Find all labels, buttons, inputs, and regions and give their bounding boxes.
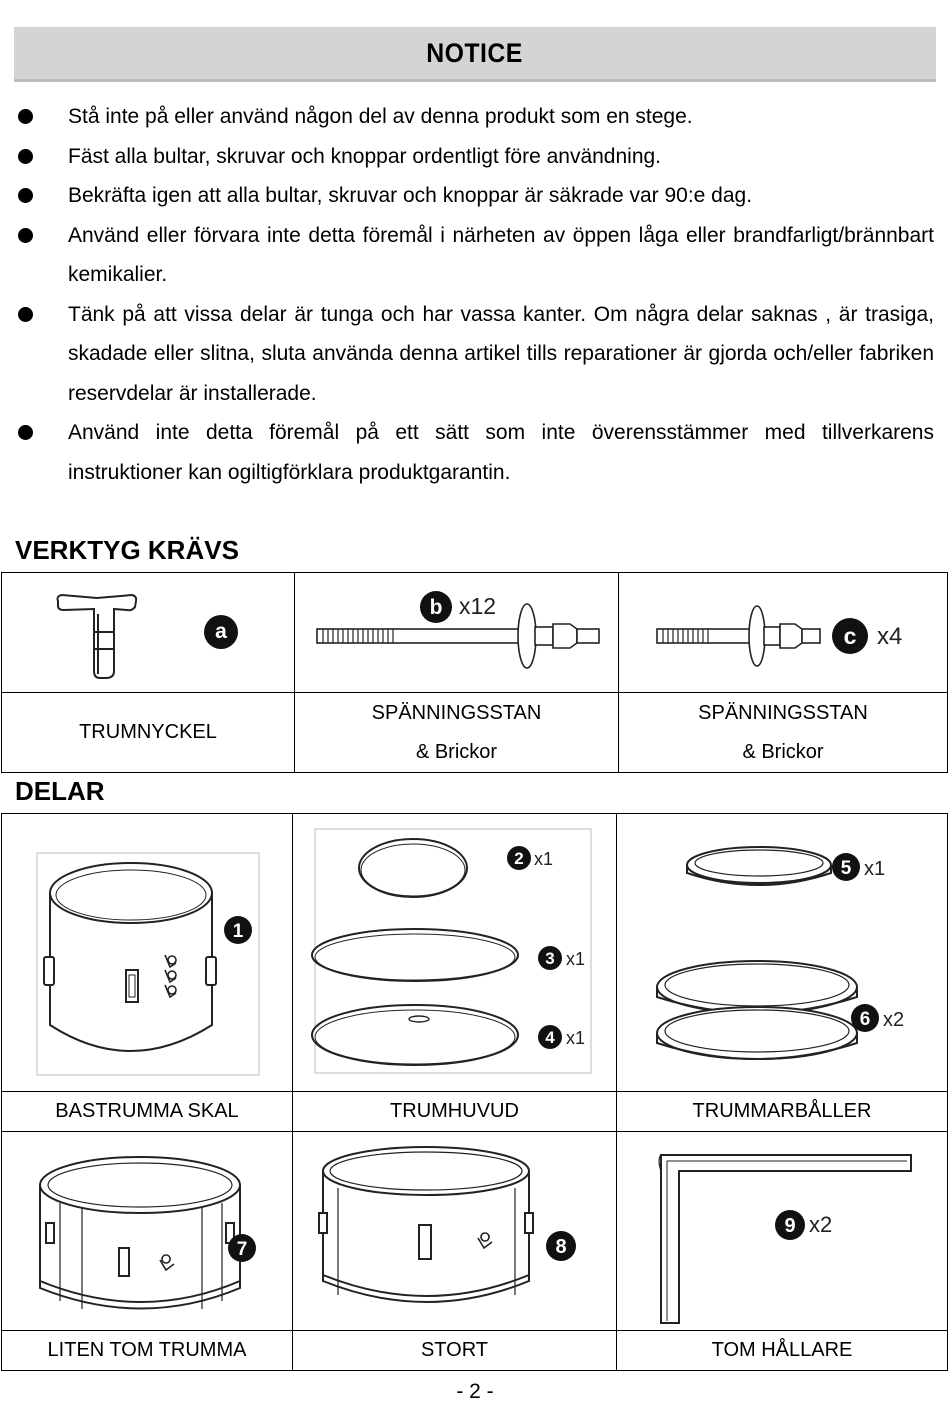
part-9-qty: x2 xyxy=(809,1211,833,1237)
tool-a-badge xyxy=(204,615,238,649)
bullet-icon xyxy=(18,425,33,440)
bullet-icon xyxy=(18,109,33,124)
part-5-badge xyxy=(832,853,860,881)
part-7-number: 7 xyxy=(236,1238,248,1260)
part-2-number: 2 xyxy=(514,848,524,868)
part-4-qty: x1 xyxy=(566,1027,586,1048)
notice-item xyxy=(18,216,934,295)
part-6-qty: x2 xyxy=(883,1008,905,1031)
notice-item xyxy=(18,176,934,216)
bullet-icon xyxy=(18,188,33,203)
part-8-label: STORT xyxy=(293,1331,617,1371)
notice-item xyxy=(18,295,934,414)
notice-item-text: Använd inte detta föremål på ett sätt som inte överensstämmer med tillverkarens instruktioner kan ogiltigförklara produktgarantin. xyxy=(68,421,934,484)
part-6-badge xyxy=(851,1004,879,1032)
bullet-icon xyxy=(18,149,33,164)
notice-item-text: Tänk på att vissa delar är tunga och har vassa kanter. Om några delar saknas , är trasiga, skadade eller slitna, sluta använda denna artikel tills reparationer är gjorda och/eller fabriken reservdelar är installerade. xyxy=(68,302,934,405)
notice-title: NOTICE xyxy=(426,37,524,68)
part-1-label: BASTRUMMA SKAL xyxy=(2,1092,293,1132)
tool-a-id: a xyxy=(215,619,227,643)
notice-item-text: Bekräfta igen att alla bultar, skruvar och knoppar är säkrade var 90:e dag. xyxy=(68,184,753,207)
tool-c-label-line2: & Brickor xyxy=(742,740,824,763)
part-6-number: 6 xyxy=(859,1008,871,1030)
part-2-4-label: TRUMHUVUD xyxy=(293,1092,617,1132)
part-3-badge xyxy=(538,946,562,970)
tool-c-id: c xyxy=(843,622,857,649)
tool-c-label-line1: SPÄNNINGSSTAN xyxy=(698,701,868,724)
tool-c-badge xyxy=(832,618,868,654)
part-8-number: 8 xyxy=(555,1235,567,1258)
tension-rod-icon xyxy=(295,574,617,692)
tools-table xyxy=(1,572,948,773)
part-3-qty: x1 xyxy=(566,948,586,969)
part-8-badge xyxy=(546,1231,576,1261)
tool-a-label xyxy=(2,693,295,773)
tool-c-label xyxy=(619,693,948,773)
part-2-qty: x1 xyxy=(534,848,554,869)
drum-heads-icon xyxy=(293,815,615,1091)
part-3-number: 3 xyxy=(545,948,555,968)
part-5-6-cell xyxy=(617,814,948,1092)
notice-list xyxy=(18,97,934,492)
notice-header xyxy=(14,27,936,82)
part-2-badge xyxy=(507,846,531,870)
part-4-number: 4 xyxy=(545,1027,555,1047)
part-5-qty: x1 xyxy=(864,857,886,880)
part-5-6-label: TRUMMARBÅLLER xyxy=(617,1092,948,1132)
part-1-number: 1 xyxy=(232,920,244,942)
tension-rod-short-icon xyxy=(619,574,946,692)
notice-item-text: Fäst alla bultar, skruvar och knoppar ordentligt före användning. xyxy=(68,144,662,168)
part-8-cell xyxy=(293,1132,617,1331)
tool-b-label-line1: SPÄNNINGSSTAN xyxy=(371,701,542,724)
tool-c-qty: x4 xyxy=(877,622,903,650)
part-9-number: 9 xyxy=(784,1214,796,1237)
page-number: - 2 - xyxy=(456,1380,494,1403)
parts-title: DELAR xyxy=(15,776,105,806)
part-9-label: TOM HÅLLARE xyxy=(617,1331,948,1371)
part-7-label: LITEN TOM TRUMMA xyxy=(2,1331,293,1371)
tool-b-qty: x12 xyxy=(459,592,497,619)
tool-a-cell xyxy=(2,573,295,693)
notice-item xyxy=(18,137,934,177)
part-9-cell xyxy=(617,1132,948,1331)
part-1-cell xyxy=(2,814,293,1092)
notice-item xyxy=(18,413,934,492)
part-4-badge xyxy=(538,1025,562,1049)
part-7-cell xyxy=(2,1132,293,1331)
tool-b-id: b xyxy=(429,595,443,619)
notice-item-text: Använd eller förvara inte detta föremål i närheten av öppen låga eller brandfarligt/brännbart kemikalier. xyxy=(68,223,934,286)
notice-item xyxy=(18,97,934,137)
tom-holder-icon xyxy=(617,1133,946,1330)
part-2-3-4-cell xyxy=(293,814,617,1092)
bullet-icon xyxy=(18,228,33,243)
large-tom-drum-icon xyxy=(293,1133,615,1330)
tool-c-cell xyxy=(619,573,948,693)
part-1-badge xyxy=(224,916,252,944)
tool-a-label-text: TRUMNYCKEL xyxy=(79,721,217,743)
drum-hoops-icon xyxy=(617,815,946,1091)
tool-b-label xyxy=(295,693,619,773)
bass-drum-shell-icon xyxy=(2,815,291,1091)
part-5-number: 5 xyxy=(840,857,852,879)
part-7-badge xyxy=(228,1234,256,1262)
drum-key-icon xyxy=(2,574,292,692)
tools-title: VERKTYG KRÄVS xyxy=(15,535,239,565)
parts-table xyxy=(1,813,948,1371)
tool-b-badge xyxy=(420,591,452,623)
bullet-icon xyxy=(18,307,33,322)
tool-b-label-line2: & Brickor xyxy=(415,740,498,763)
small-tom-drum-icon xyxy=(2,1133,291,1330)
tool-b-cell xyxy=(295,573,619,693)
part-9-badge xyxy=(775,1210,805,1240)
notice-item-text: Stå inte på eller använd någon del av denna produkt som en stege. xyxy=(68,105,693,128)
